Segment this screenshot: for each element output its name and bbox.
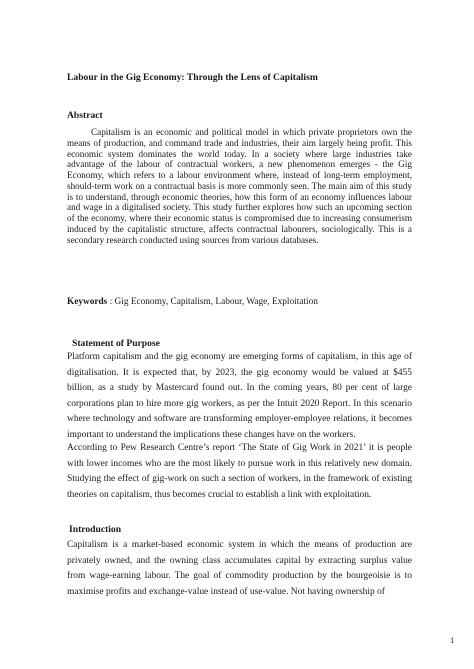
keywords-text: Gig Economy, Capitalism, Labour, Wage, Exploitation xyxy=(114,297,318,307)
page-number: 1 xyxy=(450,635,455,645)
abstract-text: Capitalism is an economic and political model in which private proprietors own the means of production, and command trade and industries, their aim largely being profit. This economic system dominates the world today. In a society where large industries take advantage of the labour of contractual workers, a new phenomenon emerges - the Gig Economy, which refers to a labour environment where, instead of long-term employment, should-term work on a contractual basis is more commonly seen. The main aim of this study is to understand, through economic theories, how this form of an economy influences labour and wage in a digitalised society. This study further explores how such an upcoming section of the economy, where their economic status is compromised due to increasing consumerism induced by the capitalistic structure, affects contractual labourers, sociologically. This is a secondary research conducted using sources from various databases. xyxy=(67,127,412,245)
keywords-separator: : xyxy=(109,297,113,307)
paper-title: Labour in the Gig Economy: Through the Lens of Capitalism xyxy=(67,72,318,83)
abstract-heading: Abstract xyxy=(67,110,103,121)
statement-paragraph-1: Platform capitalism and the gig economy are emerging forms of capitalism, in this age of digitalisation. It is expected that, by 2023, the gig economy would be valued at $455 billion, as a study by Mastercard found out. In the coming years, 80 per cent of large corporations plan to hire more gig workers, as per the Intuit 2020 Report. In this scenario where technology and software are transforming employer-employee relations, it becomes important to understand the implications these changes have on the workers. xyxy=(67,352,412,440)
keywords-label: Keywords xyxy=(67,297,108,307)
statement-paragraph-2: According to Pew Research Centre’s report ‘The State of Gig Work in 2021’ it is people with lower incomes who are the most likely to pursue work in this relatively new domain. Studying the effect of gig-work on such a section of workers, in the framework of existing theories on capitalism, thus becomes crucial to establish a link with exploitation. xyxy=(67,443,412,500)
statement-of-purpose-heading: Statement of Purpose xyxy=(72,338,160,349)
keywords-line xyxy=(67,296,412,308)
introduction-paragraph: Capitalism is a market-based economic system in which the means of production are privately owned, and the owning class accumulates capital by extracting surplus value from wage-earning labour. The goal of commodity production by the bourgeoisie is to maximise profits and exchange-value instead of use-value. Not having ownership of xyxy=(67,540,412,597)
introduction-heading: Introduction xyxy=(69,524,122,535)
